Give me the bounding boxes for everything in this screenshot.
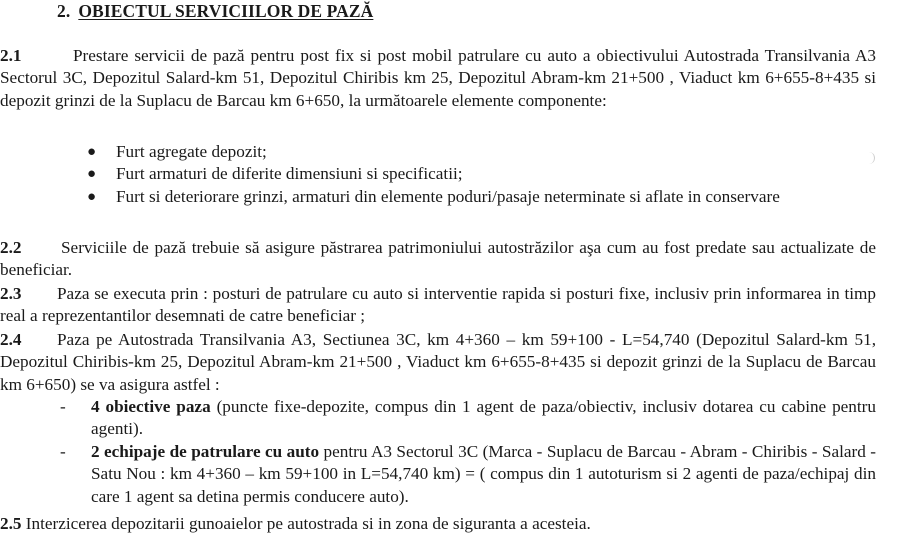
- paragraph-2-5: [0, 513, 876, 535]
- list-item: [85, 186, 876, 208]
- list-item: [60, 396, 876, 441]
- dash-icon: -: [60, 441, 66, 461]
- list-item-text: pentru A3 Sectorul 3C (Marca - Suplacu de Barcau - Abram - Chiribis - Salard - Satu Nou : km 4+360 – km 59+100 in L=54,740 km) = ( compus din 1 autoturism si 2 agenti de paza/echipaj din care 1 agent sa detina permis conducere auto).: [91, 441, 876, 506]
- list-item: [85, 141, 876, 163]
- list-item-text: Furt agregate depozit;: [116, 142, 267, 161]
- list-item: [60, 441, 876, 508]
- list-item: [85, 163, 876, 185]
- list-item-bold: 2 echipaje de patrulare cu auto: [91, 441, 320, 461]
- paragraph-text: Paza se executa prin : posturi de patrulare cu auto si interventie rapida si posturi fixe, inclusiv prin informarea in timp real a reprezentantilor desemnati de catre beneficiar ;: [0, 284, 876, 326]
- paragraph-number: 2.2: [0, 238, 22, 257]
- bullet-list: [85, 141, 876, 208]
- paragraph-number: 2.5: [0, 514, 22, 533]
- section-heading: [57, 0, 373, 22]
- bullet-icon: ●: [87, 166, 97, 183]
- list-item-bold: 4 obiective paza: [91, 397, 211, 416]
- paragraph-text: Prestare servicii de pază pentru post fix si post mobil patrulare cu auto a obiectivului Autostrada Transilvania A3 Sectorul 3C, Depozitul Salard-km 51, Depozitul Chiribis km 25, Depozitul Abram-km 21+500 , Viaduct km 6+655-8+435 si depozit grinzi de la Suplacu de Barcau km 6+650, la următoarele elemente componente:: [0, 46, 876, 110]
- dash-icon: -: [60, 397, 66, 416]
- paragraph-2-3: [0, 283, 876, 328]
- scan-mark: [860, 152, 875, 164]
- list-item-text: Furt si deteriorare grinzi, armaturi din elemente poduri/pasaje neterminate si aflate in conservare: [116, 186, 780, 206]
- paragraph-2-4: [0, 329, 876, 396]
- paragraph-text: Paza pe Autostrada Transilvania A3, Sectiunea 3C, km 4+360 – km 59+100 - L=54,740 (Depozitul Salard-km 51, Depozitul Chiribis-km 25, Depozitul Abram-km 21+500 , Viaduct km 6+655-8+435 si depozit grinzi de la Suplacu de Barcau km 6+650) se va asigura astfel :: [0, 330, 876, 394]
- section-number: 2.: [57, 1, 71, 21]
- paragraph-text: Interzicerea depozitarii gunoaielor pe autostrada si in zona de siguranta a acesteia.: [21, 514, 591, 533]
- dash-list: [60, 396, 876, 508]
- bullet-icon: ●: [87, 188, 97, 205]
- paragraph-2-2: [0, 237, 876, 282]
- list-item-text: (puncte fixe-depozite, compus din 1 agent de paza/obiectiv, inclusiv dotarea cu cabine pentru agenti).: [91, 397, 876, 439]
- paragraph-number: 2.4: [0, 330, 22, 349]
- bullet-icon: ●: [87, 144, 97, 160]
- paragraph-text: Serviciile de pază trebuie să asigure păstrarea patrimoniului autostrăzilor aşa cum au fost predate sau actualizate de beneficiar.: [0, 238, 876, 280]
- paragraph-2-1: [0, 45, 876, 112]
- paragraph-number: 2.1: [0, 46, 22, 65]
- list-item-text: Furt armaturi de diferite dimensiuni si specificatii;: [116, 164, 463, 184]
- paragraph-number: 2.3: [0, 284, 22, 303]
- section-title: OBIECTUL SERVICIILOR DE PAZĂ: [78, 1, 374, 21]
